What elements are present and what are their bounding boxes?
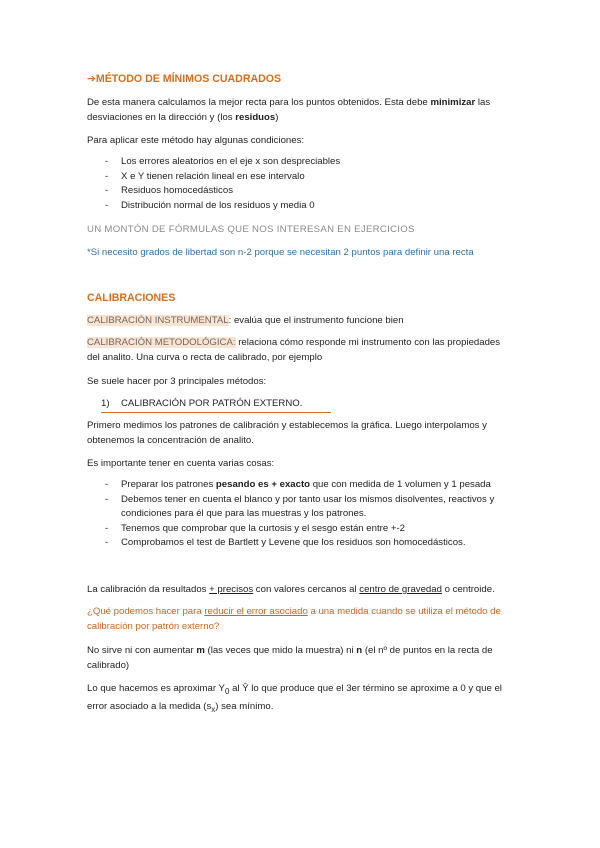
section-heading-calibraciones: CALIBRACIONES [87, 292, 176, 304]
instrumental-calibration-def: CALIBRACIÓN INSTRUMENTAL: evalúa que el instrumento funcione bien [87, 315, 404, 326]
answer-paragraph-2: Lo que hacemos es aproximar $Y_0$ al Ȳ lo que produce que el 3er término se aproxime a 0 y que el error asociado a la medida $(s_x)$ sea mínimo. [87, 683, 502, 714]
method-description: Primero medimos los patrones de calibración y establecemos la gráfica. Luego interpolamos y obtenemos la concentración de analito. [87, 420, 487, 446]
important-intro: Es importante tener en cuenta varias cosas: [87, 458, 275, 469]
list-item: - Tenemos que comprobar que la curtosis y el sesgo están entre +-2 [105, 522, 405, 534]
conditions-intro: Para aplicar este método hay algunas condiciones: [87, 135, 305, 146]
methodological-calibration-def: CALIBRACIÓN METODOLÓGICA: relaciona cómo responde mi instrumento con las propiedades del analito. Una curva o recta de calibrado, por ejemplo [87, 337, 501, 363]
answer-paragraph-1: No sirve ni con aumentar m (las veces que mido la muestra) ni n (el nº de puntos en la recta de calibrado) [87, 645, 493, 671]
section-heading-minimos-cuadrados: ➔MÉTODO DE MÍNIMOS CUADRADOS [87, 73, 282, 85]
intro-paragraph: De esta manera calculamos la mejor recta para los puntos obtenidos. Esta debe minimizar las desviaciones en la dirección y (los residuos) [87, 97, 491, 123]
conditions-list [87, 155, 512, 213]
list-item: - X e Y tienen relación lineal en ese intervalo [105, 170, 305, 182]
list-item: - Los errores aleatorios en el eje x son despreciables [105, 156, 341, 167]
list-item: - Preparar los patrones pesando es + exacto que con medida de 1 volumen y 1 pesada [105, 479, 491, 490]
list-item: - Distribución normal de los residuos y media 0 [105, 199, 315, 211]
list-item: - Residuos homocedásticos [105, 185, 233, 196]
methods-intro: Se suele hacer por 3 principales métodos: [87, 376, 267, 387]
precision-paragraph: La calibración da resultados + precisos con valores cercanos al centro de gravedad o centroide. [87, 584, 495, 595]
important-list [87, 478, 512, 551]
degrees-of-freedom-note: *Si necesito grados de libertad son n-2 porque se necesitan 2 puntos para definir una recta [87, 247, 474, 258]
method-external-standard: 1) CALIBRACIÓN POR PATRÓN EXTERNO. [101, 396, 331, 413]
formulas-note: UN MONTÓN DE FÓRMULAS QUE NOS INTERESAN EN EJERCICIOS [87, 224, 415, 235]
list-item: - Debemos tener en cuenta el blanco y por tanto usar los mismos disolventes, reactivos y condiciones para él que para las muestras y los patrones. [105, 493, 495, 519]
list-item: - Comprobamos el test de Bartlett y Levene que los residuos son homocedásticos. [105, 537, 466, 548]
question-paragraph: ¿Qué podemos hacer para reducir el error asociado a una medida cuando se utiliza el método de calibración por patrón externo? [87, 606, 501, 632]
